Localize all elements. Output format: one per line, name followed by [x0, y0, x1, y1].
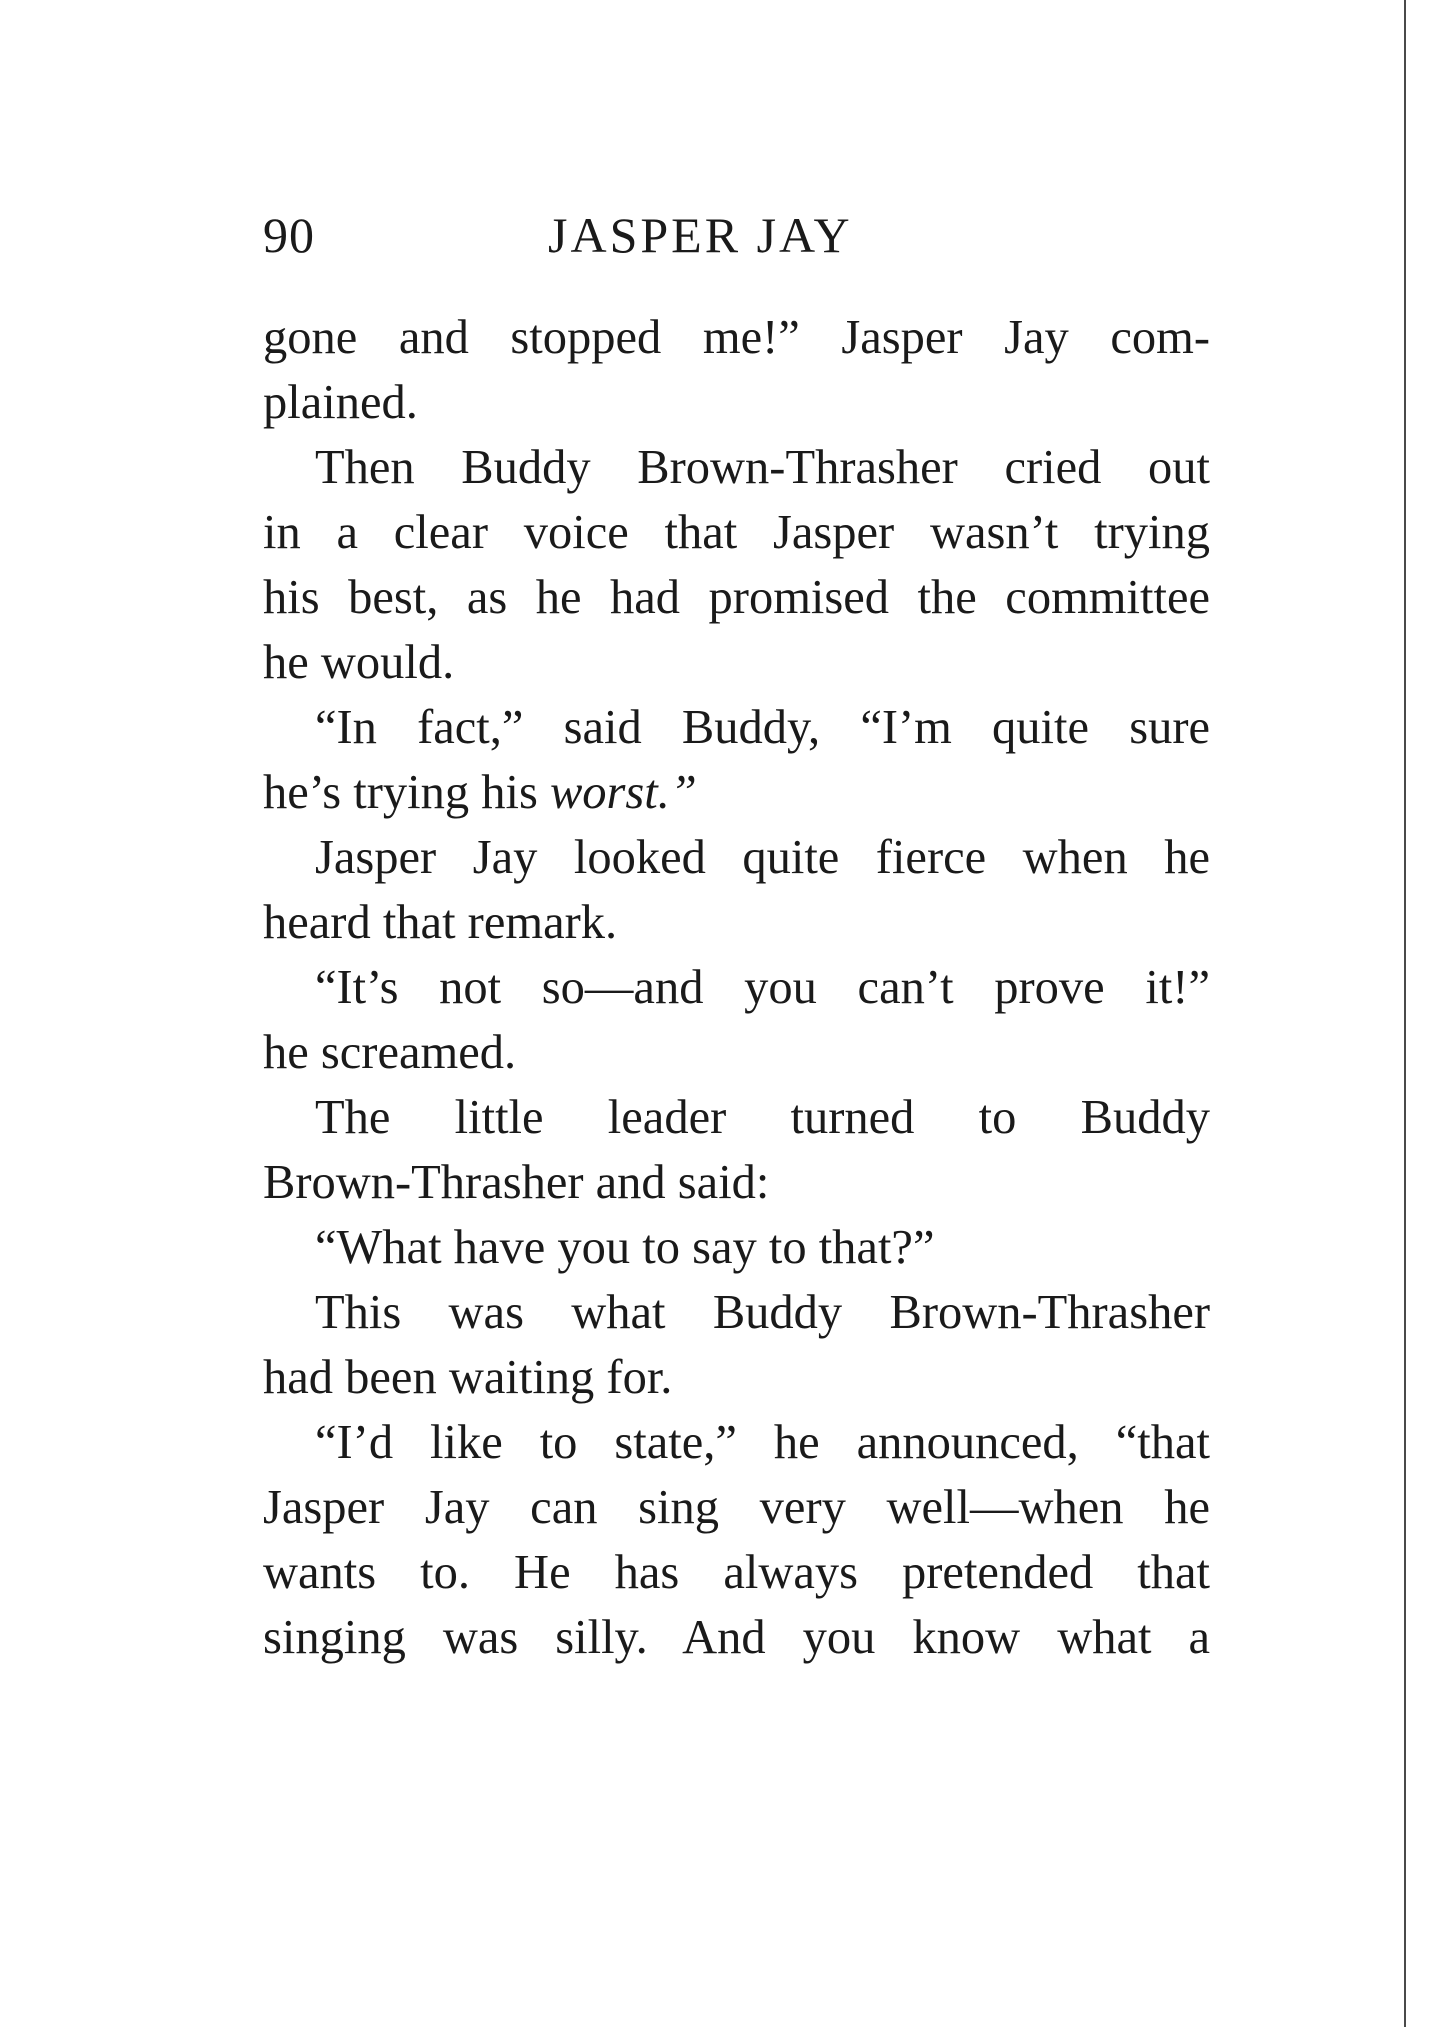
page-edge-rule	[1404, 0, 1406, 2027]
text-line: “What have you to say to that?”	[315, 1221, 935, 1274]
text-line: singing was silly. And you know what a	[263, 1611, 1210, 1664]
text-line: Jasper Jay can sing very well—when he	[263, 1481, 1210, 1534]
text-line: heard that remark.	[263, 896, 618, 949]
text-line: The little leader turned to Buddy	[315, 1091, 1210, 1144]
text-line: gone and stopped me!” Jasper Jay com-	[263, 311, 1210, 364]
page-number: 90	[263, 207, 315, 263]
text-line: he would.	[263, 636, 455, 689]
emphasis: worst.”	[549, 766, 697, 819]
text-line: “In fact,” said Buddy, “I’m quite sure	[315, 701, 1210, 754]
running-title: JASPER JAY	[548, 207, 853, 263]
text-line: “I’d like to state,” he announced, “that	[315, 1416, 1210, 1469]
text-line: Then Buddy Brown-Thrasher cried out	[315, 441, 1210, 494]
text-line: wants to. He has always pretended that	[263, 1546, 1210, 1599]
text-line: Brown-Thrasher and said:	[263, 1156, 770, 1209]
text-line: This was what Buddy Brown-Thrasher	[315, 1286, 1210, 1339]
text-line: “It’s not so—and you can’t prove it!”	[315, 961, 1210, 1014]
text-line: Jasper Jay looked quite fierce when he	[315, 831, 1210, 884]
running-head	[263, 205, 1208, 265]
text-line: plained.	[263, 376, 418, 429]
text-line: his best, as he had promised the committee	[263, 571, 1210, 624]
text-line: had been waiting for.	[263, 1351, 673, 1404]
text-line: in a clear voice that Jasper wasn’t trying	[263, 506, 1210, 559]
text-line: he screamed.	[263, 1026, 517, 1079]
text-line: he’s trying his worst.”	[263, 766, 697, 819]
body-text	[263, 305, 1210, 1670]
